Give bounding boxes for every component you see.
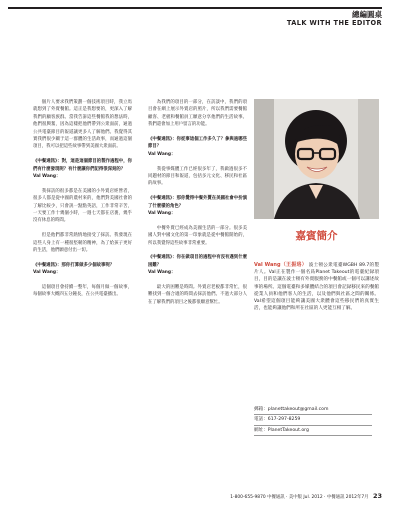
question-text: 《中餐通訊》：那你覺得中餐外賣在美國社會中扮演了什麼樣的角色？ xyxy=(148,196,247,209)
section-title: 總編圓桌 xyxy=(352,10,382,19)
interview-question xyxy=(148,254,247,276)
guest-name: Val Wang（王振珞） xyxy=(254,262,308,268)
contact-divider xyxy=(254,435,372,436)
article-column-1 xyxy=(33,99,132,306)
article-paragraph: 這個項目會持續一整年，每個月做一個故事，每個故事大概四五分鐘長，在公共電臺播出。 xyxy=(33,285,132,298)
contact-website: 網址：PlanetTakeout.org xyxy=(254,427,309,433)
answer-speaker: Val Wang： xyxy=(148,270,176,276)
profile-title: 嘉賓簡介 xyxy=(295,230,338,242)
contact-info xyxy=(254,405,379,436)
profile-body xyxy=(254,262,379,312)
article-paragraph: 中餐外賣已經成為美國生活的一部分。很多美國人對中國文化的第一印象就是從中餐館開始的，所以我覺得這些故事非常重要。 xyxy=(148,225,247,246)
contact-phone: 電話：617-297-8259 xyxy=(254,417,301,423)
question-text: 《中餐通訊》：那你打算做多少個故事呢？ xyxy=(33,262,115,268)
answer-speaker: Val Wang： xyxy=(148,151,176,157)
article-paragraph: 我從事媒體工作已經很多年了，我做過很多不同題材的節目和報道，包括多元文化、移民和社區的故事。 xyxy=(148,166,247,187)
article-paragraph: 最大的困難是時間。外賣店老板都非常忙，很難找到一個合適的時間去採訪他們。不過大部分人在了解我們的項目之後都很願意幫忙。 xyxy=(148,285,247,305)
answer-speaker: Val Wang： xyxy=(148,211,176,217)
header-rule xyxy=(8,7,382,9)
article-paragraph: 但是他們都非常熱情地接受了採訪。我發現在這些人身上有一種很堅韌的精神，為了給孩子更好的生活，他們願意付出一切。 xyxy=(33,233,132,254)
header xyxy=(287,10,382,28)
question-text: 《中餐通訊》：你在做項目的過程中有沒有遇到什麼困難？ xyxy=(148,255,247,268)
question-text: 《中餐通訊》：對，這是這個節目的製作過程中，你們有什麼發現呢？有什麼讓你們記得很深刻的？ xyxy=(33,159,132,172)
question-text: 《中餐通訊》：你從事這個工作多久了？參與過哪些節目？ xyxy=(148,137,247,150)
guest-bio: 波士頓公衆電臺WGBH 89.7的製片人。Val正在製作一個名爲Planet Takeout的電臺紀録項目，目的是讓在波士頓有外賣服務的中餐館或一個可以講述故事的場所。這個電臺和多媒體結合的項目會記録移民來的餐館從業人員和他們客人的生活，以及他們與社區之間的關係。Val希望這個項目能夠讓美國大衆體會這些移民們的真實生活，也能夠讓他們和所在社區的人更能互相了解。 xyxy=(254,263,379,312)
interview-question xyxy=(148,195,247,217)
answer-speaker: Val Wang： xyxy=(33,270,61,276)
guest-photo xyxy=(254,99,379,219)
article-paragraph: 我採訪的很多都是在美國的小外賣店經營者，很多人都是從中國的農村來的，他們對美國社會的了解比較少，只會説一點點英語，工作非常辛苦，一天要工作十幾個小時，一週七天都在店裏，幾乎沒有休息的時間。 xyxy=(33,188,132,224)
page-footer xyxy=(230,492,382,500)
article-column-2 xyxy=(148,99,247,314)
section-subtitle: TALK WITH THE EDITOR xyxy=(286,19,382,27)
contact-email: 郵箱：planettakeout@gmail.com xyxy=(254,407,329,412)
interview-question xyxy=(33,262,132,277)
footer-info: 1-800-655-9870 中餐通訊 · 美中版 Jul. 2012 · 中餐通訊 2012年7月 xyxy=(230,495,369,500)
article-paragraph: 為我們的項目的一部分，在訪談中，我們的項目會在網上展示外賣店的照片，所以我們需要餐館顧客、老板和餐館員工願意分享他們的生活故事。我們還會加上用戶留言的功能。 xyxy=(148,100,247,128)
interview-question xyxy=(33,158,132,180)
page-number: 23 xyxy=(372,492,382,500)
article-paragraph: 個片人要求我們策劃一個技術項目時，我立馬就想到了外賣餐館。這正是我想要的，更深入了解我們的顧客族群。當我告訴這些餐館我的想法時，他們很興奮，因為這樣把他們帶到公衆面前，通過公共電臺節目的報道讓更多人了解他們。我覺得其實我們很少關于這一群體的生活故事，而通過這個項目，我可以把這些故事帶到美國大衆面前。 xyxy=(33,100,132,150)
interview-question xyxy=(148,136,247,158)
portrait-image xyxy=(254,99,379,219)
answer-speaker: Val Wang： xyxy=(33,174,61,180)
